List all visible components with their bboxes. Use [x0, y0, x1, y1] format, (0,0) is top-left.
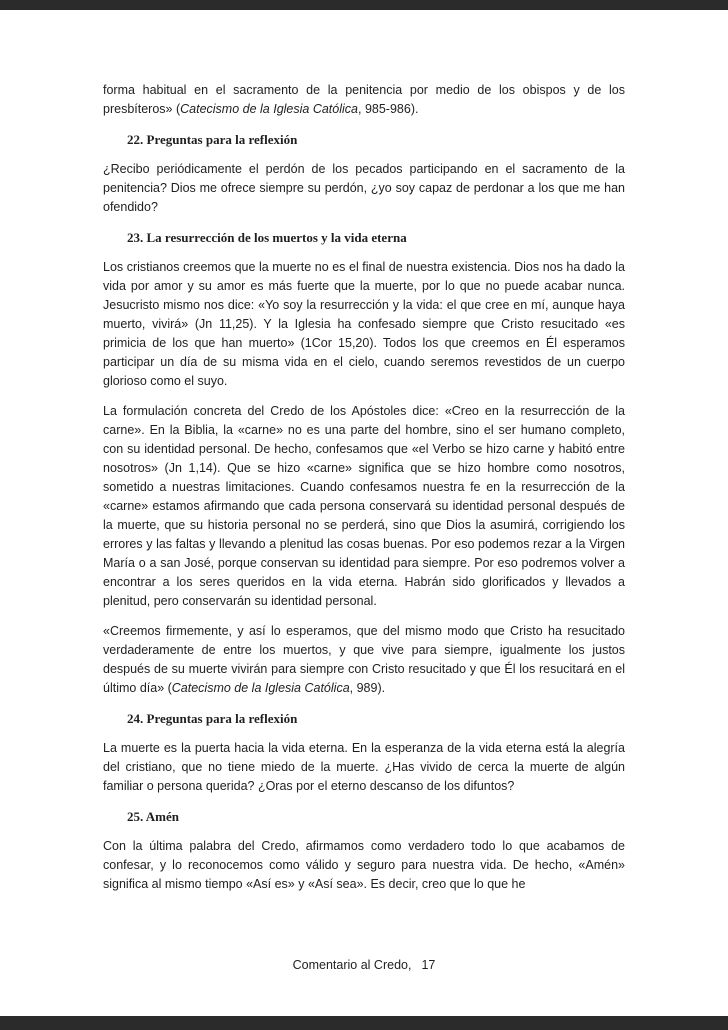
- text-run: , 985-986).: [358, 102, 419, 116]
- page-footer: [0, 958, 728, 972]
- text-run: 25. Amén: [127, 809, 179, 824]
- document-content: [0, 10, 728, 894]
- text-run: Los cristianos creemos que la muerte no es el final de nuestra existencia. Dios nos ha dado la vida por amor y su amor es más fuerte que la muerte, por lo que no puede acabar nunca. Jesucristo mismo nos dice: «Yo soy la resurrección y la vida: el que cree en mí, aunque haya muerto, vivirá» (Jn 11,25). Y la Iglesia ha confesado siempre que Cristo resucitado «es primicia de los que han muerto» (1Cor 15,20). Todos los que creemos en Él esperamos participar un día de su misma vida en el cielo, cuando seremos revestidos de un cuerpo glorioso como el suyo.: [103, 260, 625, 388]
- paragraph: [103, 837, 625, 894]
- text-run: «Creemos firmemente, y así lo esperamos, que del mismo modo que Cristo ha resucitado verdaderamente de entre los muertos, y que vive para siempre, igualmente los justos después de su muerte vivirán para siempre con Cristo resucitado y que Él los resucitará en el último día» (: [103, 624, 625, 695]
- paragraph: [103, 622, 625, 698]
- text-run: 24. Preguntas para la reflexión: [127, 711, 298, 726]
- text-run: La muerte es la puerta hacia la vida eterna. En la esperanza de la vida eterna está la alegría del cristiano, que no tiene miedo de la muerte. ¿Has vivido de cerca la muerte de algún familiar o persona querida? ¿Oras por el eterno descanso de los difuntos?: [103, 741, 625, 793]
- paragraph: [103, 258, 625, 391]
- viewer-top-bar: [0, 0, 728, 10]
- paragraph: [103, 81, 625, 119]
- paragraph: [103, 739, 625, 796]
- footer-label: Comentario al Credo,: [292, 958, 412, 972]
- text-run: forma habitual en el sacramento de la penitencia por medio de los obispos y de los presbíteros» (: [103, 83, 625, 116]
- section-heading: [103, 807, 625, 826]
- paragraph: [103, 402, 625, 611]
- italic-text-run: Catecismo de la Iglesia Católica: [171, 681, 350, 695]
- section-heading: [103, 228, 625, 247]
- text-run: La formulación concreta del Credo de los Apóstoles dice: «Creo en la resurrección de la carne». En la Biblia, la «carne» no es una parte del hombre, sino el ser humano completo, con su identidad personal. De hecho, confesamos que «el Verbo se hizo carne y habitó entre nosotros» (Jn 1,14). Que se hizo «carne» significa que se hizo hombre como nosotros, sometido a nuestras limitaciones. Cuando confesamos nuestra fe en la resurrección de la «carne» estamos afirmando que cada persona conservará su identidad personal después de la muerte, que su historia personal no se perderá, sino que Dios la asumirá, corrigiendo los errores y las faltas y llevando a plenitud las cosas buenas. Por eso podemos rezar a la Virgen María o a san José, porque conservan su identidad para siempre. Por eso podremos volver a encontrar a los seres queridos en la vida eterna. Habrán sido glorificados y llevados a plenitud, pero conservarán su identidad personal.: [103, 404, 625, 608]
- text-run: 22. Preguntas para la reflexión: [127, 132, 298, 147]
- viewer-bottom-bar: [0, 1016, 728, 1030]
- text-run: Con la última palabra del Credo, afirmamos como verdadero todo lo que acabamos de confesar, y lo reconocemos como válido y seguro para nuestra vida. De hecho, «Amén» significa al mismo tiempo «Así es» y «Así sea». Es decir, creo que lo que he: [103, 839, 625, 891]
- text-run: 23. La resurrección de los muertos y la vida eterna: [127, 230, 407, 245]
- text-run: , 989).: [349, 681, 386, 695]
- paragraph: [103, 160, 625, 217]
- document-page: [0, 10, 728, 1016]
- italic-text-run: Catecismo de la Iglesia Católica: [180, 102, 358, 116]
- section-heading: [103, 709, 625, 728]
- page-number: 17: [421, 958, 436, 972]
- text-run: ¿Recibo periódicamente el perdón de los pecados participando en el sacramento de la penitencia? Dios me ofrece siempre su perdón, ¿yo soy capaz de perdonar a los que me han ofendido?: [103, 162, 625, 214]
- section-heading: [103, 130, 625, 149]
